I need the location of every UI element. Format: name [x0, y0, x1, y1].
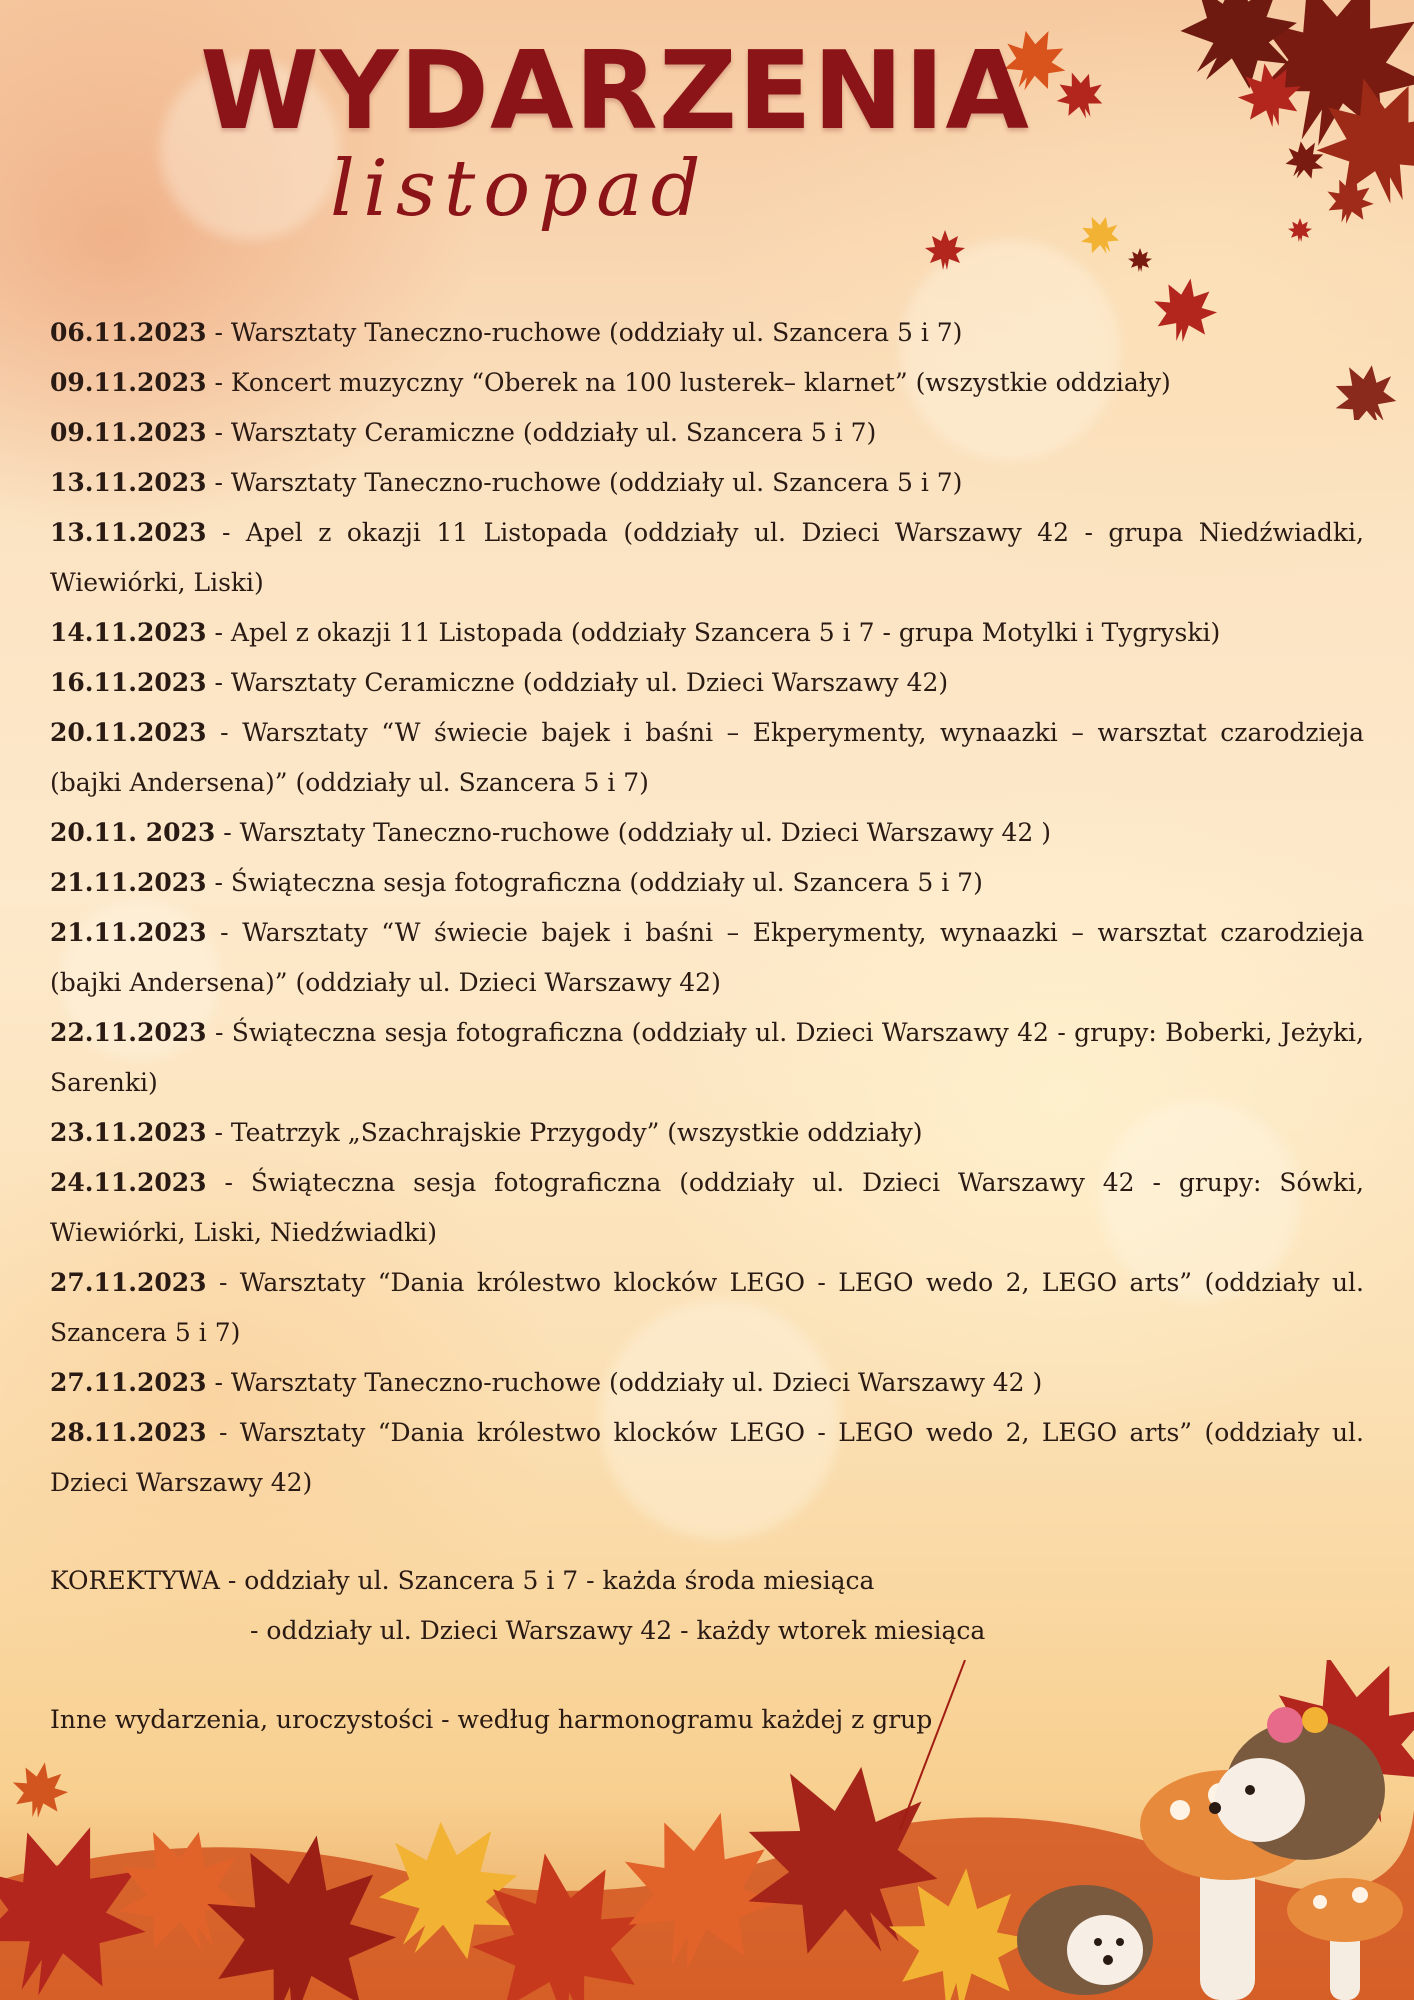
footer-note: Inne wydarzenia, uroczystości - według harmonogramu każdej z grup [50, 1705, 933, 1734]
event-description: - Świąteczna sesja fotograficzna (oddziały ul. Dzieci Warszawy 42 - grupy: Boberki, Jeżyki, Sarenki) [50, 1018, 1364, 1097]
event-date: 13.11.2023 [50, 468, 207, 497]
event-item [50, 1108, 1364, 1158]
mushroom-icon [1285, 1860, 1405, 2000]
event-item [50, 1358, 1364, 1408]
event-date: 28.11.2023 [50, 1418, 207, 1447]
event-description: - Warsztaty Taneczno-ruchowe (oddziały ul. Szancera 5 i 7) [206, 468, 963, 497]
event-item [50, 708, 1364, 808]
event-description: - Warsztaty “Dania królestwo klocków LEGO - LEGO wedo 2, LEGO arts” (oddziały ul. Dzieci Warszawy 42) [50, 1418, 1364, 1497]
page-title: WYDARZENIA [200, 29, 1030, 154]
event-date: 21.11.2023 [50, 918, 207, 947]
event-date: 23.11.2023 [50, 1118, 207, 1147]
event-item [50, 658, 1364, 708]
korektywa-line: - oddziały ul. Dzieci Warszawy 42 - każdy wtorek miesiąca [250, 1616, 986, 1645]
event-description: - Warsztaty Ceramiczne (oddziały ul. Dzieci Warszawy 42) [206, 668, 949, 697]
event-date: 24.11.2023 [50, 1168, 207, 1197]
event-item [50, 308, 1364, 358]
event-date: 20.11. 2023 [50, 818, 216, 847]
page-subtitle: listopad [330, 144, 709, 234]
event-date: 21.11.2023 [50, 868, 207, 897]
event-date: 13.11.2023 [50, 518, 207, 547]
event-item [50, 808, 1364, 858]
event-item [50, 908, 1364, 1008]
event-date: 27.11.2023 [50, 1268, 207, 1297]
event-item [50, 1008, 1364, 1108]
event-date: 27.11.2023 [50, 1368, 207, 1397]
event-date: 09.11.2023 [50, 368, 207, 397]
event-date: 22.11.2023 [50, 1018, 207, 1047]
event-date: 06.11.2023 [50, 318, 207, 347]
event-item [50, 1408, 1364, 1508]
event-description: - Świąteczna sesja fotograficzna (oddziały ul. Dzieci Warszawy 42 - grupy: Sówki, Wiewiórki, Liski, Niedźwiadki) [50, 1168, 1364, 1247]
event-date: 14.11.2023 [50, 618, 207, 647]
event-date: 20.11.2023 [50, 718, 207, 747]
event-description: - Świąteczna sesja fotograficzna (oddziały ul. Szancera 5 i 7) [206, 868, 983, 897]
event-description: - Warsztaty “W świecie bajek i baśni – Ekperymenty, wynaazki – warsztat czarodzieja (bajki Andersena)” (oddziały ul. Szancera 5 i 7) [50, 718, 1364, 797]
hedgehog-icon [1190, 1690, 1390, 1870]
event-item [50, 408, 1364, 458]
event-description: - Koncert muzyczny “Oberek na 100 lusterek– klarnet” (wszystkie oddziały) [206, 368, 1171, 397]
event-description: - Warsztaty Taneczno-ruchowe (oddziały ul. Dzieci Warszawy 42 ) [206, 1368, 1043, 1397]
event-description: - Apel z okazji 11 Listopada (oddziały ul. Dzieci Warszawy 42 - grupa Niedźwiadki, Wiewiórki, Liski) [50, 518, 1364, 597]
event-description: - Warsztaty Taneczno-ruchowe (oddziały ul. Szancera 5 i 7) [206, 318, 963, 347]
korektywa-line: KOREKTYWA - oddziały ul. Szancera 5 i 7 - każda środa miesiąca [50, 1566, 875, 1595]
hedgehog-icon [1010, 1870, 1160, 2000]
event-description: - Warsztaty Taneczno-ruchowe (oddziały ul. Dzieci Warszawy 42 ) [215, 818, 1051, 847]
event-item [50, 608, 1364, 658]
event-item [50, 458, 1364, 508]
korektywa-section [50, 1556, 985, 1656]
event-date: 16.11.2023 [50, 668, 207, 697]
event-item [50, 358, 1364, 408]
event-description: - Teatrzyk „Szachrajskie Przygody” (wszystkie oddziały) [206, 1118, 923, 1147]
event-item [50, 508, 1364, 608]
events-list [50, 308, 1364, 1508]
event-item [50, 1158, 1364, 1258]
event-description: - Warsztaty “Dania królestwo klocków LEGO - LEGO wedo 2, LEGO arts” (oddziały ul. Szancera 5 i 7) [50, 1268, 1364, 1347]
event-description: - Warsztaty Ceramiczne (oddziały ul. Szancera 5 i 7) [206, 418, 877, 447]
event-item [50, 1258, 1364, 1358]
event-item [50, 858, 1364, 908]
event-description: - Warsztaty “W świecie bajek i baśni – Ekperymenty, wynaazki – warsztat czarodzieja (bajki Andersena)” (oddziały ul. Dzieci Warszawy 42) [50, 918, 1364, 997]
maple-leaf-icon [925, 230, 965, 270]
event-description: - Apel z okazji 11 Listopada (oddziały Szancera 5 i 7 - grupa Motylki i Tygryski) [206, 618, 1221, 647]
event-date: 09.11.2023 [50, 418, 207, 447]
